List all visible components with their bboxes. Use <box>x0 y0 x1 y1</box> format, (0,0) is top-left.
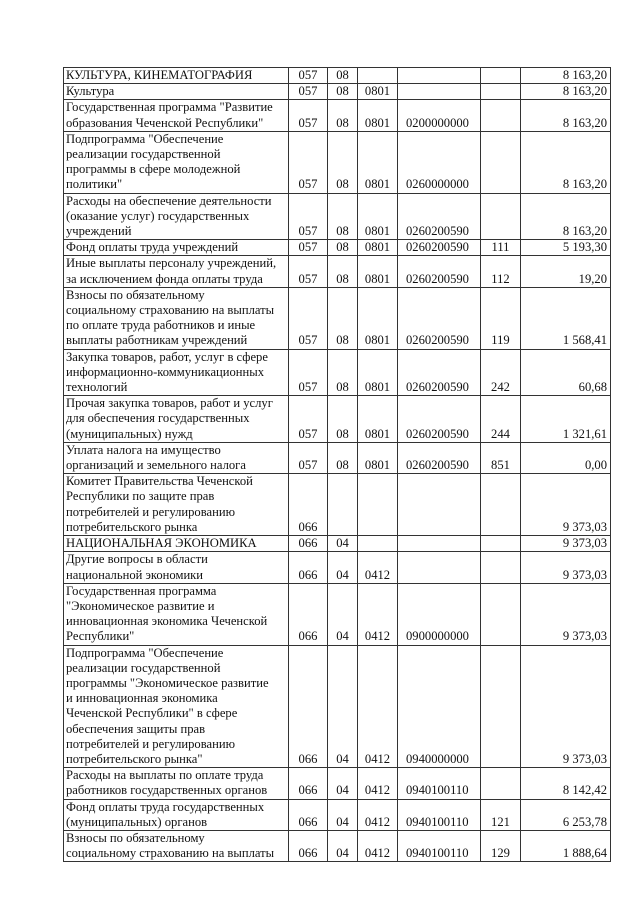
section-code-cell: 04 <box>328 552 358 583</box>
grbs-code-cell: 066 <box>289 830 328 861</box>
section-code-cell: 08 <box>328 84 358 100</box>
grbs-code-cell: 066 <box>289 768 328 799</box>
section-code-cell: 08 <box>328 256 358 287</box>
subsection-code-cell: 0412 <box>358 799 398 830</box>
amount-cell: 1 321,61 <box>521 396 611 443</box>
subsection-code-cell <box>358 536 398 552</box>
item-name-cell: Прочая закупка товаров, работ и услуг для обеспечения государственных (муниципальных) нужд <box>64 396 289 443</box>
table-row <box>64 84 611 100</box>
expense-type-code-cell <box>481 474 521 536</box>
expense-type-code-cell <box>481 131 521 193</box>
table-row <box>64 193 611 240</box>
subsection-code-cell <box>358 474 398 536</box>
subsection-code-cell <box>358 68 398 84</box>
target-article-code-cell <box>398 68 481 84</box>
expense-type-code-cell: 119 <box>481 287 521 349</box>
grbs-code-cell: 057 <box>289 84 328 100</box>
item-name-cell: Взносы по обязательному социальному страхованию на выплаты по оплате труда работников и иные выплаты работникам учреждений <box>64 287 289 349</box>
target-article-code-cell: 0940100110 <box>398 830 481 861</box>
grbs-code-cell: 057 <box>289 442 328 473</box>
table-row <box>64 100 611 131</box>
section-code-cell: 08 <box>328 100 358 131</box>
amount-cell: 1 888,64 <box>521 830 611 861</box>
section-code-cell: 04 <box>328 830 358 861</box>
subsection-code-cell: 0801 <box>358 349 398 396</box>
table-row <box>64 830 611 861</box>
section-code-cell: 08 <box>328 193 358 240</box>
item-name-cell: Взносы по обязательному социальному страхованию на выплаты <box>64 830 289 861</box>
amount-cell: 8 163,20 <box>521 131 611 193</box>
grbs-code-cell: 057 <box>289 256 328 287</box>
amount-cell: 8 163,20 <box>521 84 611 100</box>
item-name-cell: Фонд оплаты труда государственных (муниципальных) органов <box>64 799 289 830</box>
item-name-cell: Культура <box>64 84 289 100</box>
target-article-code-cell: 0260200590 <box>398 287 481 349</box>
amount-cell: 1 568,41 <box>521 287 611 349</box>
section-code-cell: 08 <box>328 131 358 193</box>
grbs-code-cell: 057 <box>289 68 328 84</box>
section-code-cell <box>328 474 358 536</box>
subsection-code-cell: 0801 <box>358 193 398 240</box>
subsection-code-cell: 0412 <box>358 645 398 768</box>
target-article-code-cell: 0200000000 <box>398 100 481 131</box>
section-code-cell: 08 <box>328 68 358 84</box>
subsection-code-cell: 0801 <box>358 442 398 473</box>
table-row <box>64 583 611 645</box>
amount-cell: 9 373,03 <box>521 536 611 552</box>
amount-cell: 6 253,78 <box>521 799 611 830</box>
item-name-cell: Расходы на обеспечение деятельности (оказание услуг) государственных учреждений <box>64 193 289 240</box>
amount-cell: 8 163,20 <box>521 100 611 131</box>
subsection-code-cell: 0801 <box>358 100 398 131</box>
subsection-code-cell: 0412 <box>358 830 398 861</box>
target-article-code-cell: 0260200590 <box>398 193 481 240</box>
amount-cell: 9 373,03 <box>521 552 611 583</box>
table-row <box>64 396 611 443</box>
item-name-cell: Другие вопросы в области национальной экономики <box>64 552 289 583</box>
amount-cell: 19,20 <box>521 256 611 287</box>
item-name-cell: Комитет Правительства Чеченской Республики по защите прав потребителей и регулированию потребительского рынка <box>64 474 289 536</box>
item-name-cell: Государственная программа "Экономическое развитие и инновационная экономика Чеченской Республики" <box>64 583 289 645</box>
amount-cell: 8 142,42 <box>521 768 611 799</box>
expense-type-code-cell: 851 <box>481 442 521 473</box>
subsection-code-cell: 0801 <box>358 256 398 287</box>
section-code-cell: 08 <box>328 240 358 256</box>
item-name-cell: Подпрограмма "Обеспечение реализации государственной программы "Экономическое развитие и инновационная экономика Чеченской Республики" в сфере обеспечения защиты прав потребителей и регулированию потребительского рынка" <box>64 645 289 768</box>
item-name-cell: Государственная программа "Развитие образования Чеченской Республики" <box>64 100 289 131</box>
item-name-cell: НАЦИОНАЛЬНАЯ ЭКОНОМИКА <box>64 536 289 552</box>
section-code-cell: 08 <box>328 287 358 349</box>
item-name-cell: Подпрограмма "Обеспечение реализации государственной программы в сфере молодежной политики" <box>64 131 289 193</box>
item-name-cell: Фонд оплаты труда учреждений <box>64 240 289 256</box>
grbs-code-cell: 066 <box>289 799 328 830</box>
item-name-cell: Иные выплаты персоналу учреждений, за исключением фонда оплаты труда <box>64 256 289 287</box>
amount-cell: 9 373,03 <box>521 583 611 645</box>
item-name-cell: Расходы на выплаты по оплате труда работников государственных органов <box>64 768 289 799</box>
subsection-code-cell: 0801 <box>358 240 398 256</box>
amount-cell: 9 373,03 <box>521 645 611 768</box>
subsection-code-cell: 0412 <box>358 583 398 645</box>
table-row <box>64 474 611 536</box>
table-row <box>64 799 611 830</box>
section-code-cell: 08 <box>328 396 358 443</box>
expense-type-code-cell: 129 <box>481 830 521 861</box>
table-row <box>64 287 611 349</box>
table-row <box>64 240 611 256</box>
target-article-code-cell: 0900000000 <box>398 583 481 645</box>
expense-type-code-cell <box>481 84 521 100</box>
expense-type-code-cell <box>481 552 521 583</box>
item-name-cell: Уплата налога на имущество организаций и земельного налога <box>64 442 289 473</box>
grbs-code-cell: 057 <box>289 240 328 256</box>
target-article-code-cell: 0260200590 <box>398 349 481 396</box>
amount-cell: 8 163,20 <box>521 193 611 240</box>
expense-type-code-cell: 111 <box>481 240 521 256</box>
table-row <box>64 536 611 552</box>
grbs-code-cell: 057 <box>289 100 328 131</box>
table-row <box>64 256 611 287</box>
section-code-cell: 04 <box>328 768 358 799</box>
grbs-code-cell: 057 <box>289 396 328 443</box>
amount-cell: 5 193,30 <box>521 240 611 256</box>
table-row <box>64 349 611 396</box>
target-article-code-cell <box>398 474 481 536</box>
expense-type-code-cell: 242 <box>481 349 521 396</box>
subsection-code-cell: 0412 <box>358 768 398 799</box>
expense-type-code-cell <box>481 768 521 799</box>
expense-type-code-cell: 244 <box>481 396 521 443</box>
target-article-code-cell: 0940100110 <box>398 768 481 799</box>
section-code-cell: 04 <box>328 583 358 645</box>
target-article-code-cell <box>398 84 481 100</box>
grbs-code-cell: 057 <box>289 349 328 396</box>
table-row <box>64 68 611 84</box>
target-article-code-cell: 0260200590 <box>398 256 481 287</box>
target-article-code-cell: 0260200590 <box>398 240 481 256</box>
expense-type-code-cell <box>481 193 521 240</box>
expense-type-code-cell: 112 <box>481 256 521 287</box>
grbs-code-cell: 066 <box>289 474 328 536</box>
expense-type-code-cell <box>481 100 521 131</box>
subsection-code-cell: 0801 <box>358 84 398 100</box>
item-name-cell: Закупка товаров, работ, услуг в сфере информационно-коммуникационных технологий <box>64 349 289 396</box>
grbs-code-cell: 057 <box>289 131 328 193</box>
expense-type-code-cell <box>481 68 521 84</box>
target-article-code-cell <box>398 552 481 583</box>
budget-table <box>63 67 611 862</box>
grbs-code-cell: 066 <box>289 645 328 768</box>
grbs-code-cell: 066 <box>289 552 328 583</box>
table-row <box>64 131 611 193</box>
grbs-code-cell: 057 <box>289 287 328 349</box>
section-code-cell: 08 <box>328 442 358 473</box>
section-code-cell: 04 <box>328 799 358 830</box>
table-row <box>64 768 611 799</box>
expense-type-code-cell <box>481 536 521 552</box>
grbs-code-cell: 066 <box>289 583 328 645</box>
amount-cell: 9 373,03 <box>521 474 611 536</box>
amount-cell: 60,68 <box>521 349 611 396</box>
table-row <box>64 552 611 583</box>
target-article-code-cell: 0260200590 <box>398 442 481 473</box>
subsection-code-cell: 0412 <box>358 552 398 583</box>
table-row <box>64 442 611 473</box>
expense-type-code-cell <box>481 583 521 645</box>
grbs-code-cell: 057 <box>289 193 328 240</box>
expense-type-code-cell <box>481 645 521 768</box>
subsection-code-cell: 0801 <box>358 131 398 193</box>
subsection-code-cell: 0801 <box>358 287 398 349</box>
target-article-code-cell: 0940000000 <box>398 645 481 768</box>
table-row <box>64 645 611 768</box>
target-article-code-cell: 0260000000 <box>398 131 481 193</box>
amount-cell: 0,00 <box>521 442 611 473</box>
section-code-cell: 04 <box>328 536 358 552</box>
section-code-cell: 08 <box>328 349 358 396</box>
target-article-code-cell: 0940100110 <box>398 799 481 830</box>
target-article-code-cell <box>398 536 481 552</box>
section-code-cell: 04 <box>328 645 358 768</box>
amount-cell: 8 163,20 <box>521 68 611 84</box>
expense-type-code-cell: 121 <box>481 799 521 830</box>
item-name-cell: КУЛЬТУРА, КИНЕМАТОГРАФИЯ <box>64 68 289 84</box>
target-article-code-cell: 0260200590 <box>398 396 481 443</box>
grbs-code-cell: 066 <box>289 536 328 552</box>
subsection-code-cell: 0801 <box>358 396 398 443</box>
